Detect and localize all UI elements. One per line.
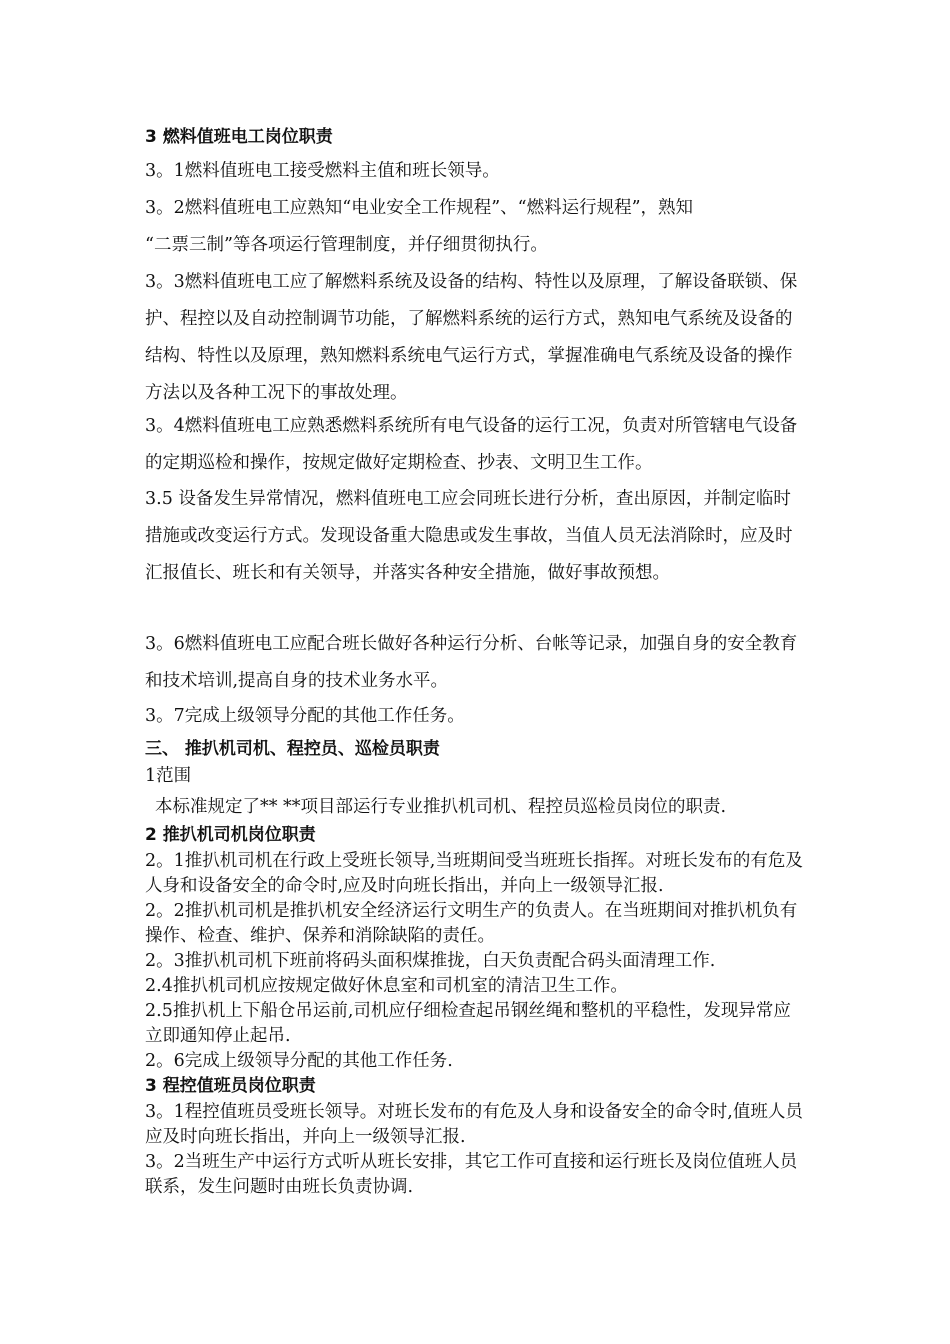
paragraph-3-3: 3。3燃料值班电工应了解燃料系统及设备的结构、特性以及原理，了解设备联锁、保护、程控以及自动控制调节功能，了解燃料系统的运行方式，熟知电气系统及设备的结构、特性以及原理，熟知燃料系统电气运行方式，掌握准确电气系统及设备的操作方法以及各种工况下的事故处理。	[145, 272, 798, 403]
paragraph-2-5: 2.5推扒机上下船仓吊运前,司机应仔细检查起吊钢丝绳和整机的平稳性，发现异常应立即通知停止起吊.	[145, 1001, 791, 1046]
paragraph-3-7: 3。7完成上级领导分配的其他工作任务。	[145, 706, 465, 726]
paragraph-3-4: 3。4燃料值班电工应熟悉燃料系统所有电气设备的运行工况，负责对所管辖电气设备的定期巡检和操作，按规定做好定期检查、抄表、文明卫生工作。	[145, 416, 798, 473]
paragraph-3b-2: 3。2当班生产中运行方式听从班长安排，其它工作可直接和运行班长及岗位值班人员联系，发生问题时由班长负责协调.	[145, 1152, 798, 1197]
scope-text: 本标准规定了** **项目部运行专业推扒机司机、程控员巡检员岗位的职责.	[155, 797, 727, 817]
paragraph-3-5: 3.5 设备发生异常情况，燃料值班电工应会同班长进行分析，查出原因，并制定临时措施或改变运行方式。发现设备重大隐患或发生事故，当值人员无法消除时，应及时汇报值长、班长和有关领导，并落实各种安全措施，做好事故预想。	[145, 489, 793, 583]
paragraph-3-2-line-1: 3。2燃料值班电工应熟知“电业安全工作规程”、“燃料运行规程”，熟知	[145, 198, 694, 218]
paragraph-3-6: 3。6燃料值班电工应配合班长做好各种运行分析、台帐等记录，加强自身的安全教育和技术培训,提高自身的技术业务水平。	[145, 634, 798, 691]
paragraph-2-4: 2.4推扒机司机应按规定做好休息室和司机室的清洁卫生工作。	[145, 976, 628, 996]
section-three-heading: 三、 推扒机司机、程控员、巡检员职责	[145, 739, 440, 759]
paragraph-2-2: 2。2推扒机司机是推扒机安全经济运行文明生产的负责人。在当班期间对推扒机负有操作、检查、维护、保养和消除缺陷的责任。	[145, 901, 798, 946]
section-3-heading: 3 燃料值班电工岗位职责	[145, 127, 333, 147]
paragraph-3-2-line-2: “二票三制”等各项运行管理制度，并仔细贯彻执行。	[145, 235, 548, 255]
section-2-heading: 2 推扒机司机岗位职责	[145, 825, 316, 845]
paragraph-2-3: 2。3推扒机司机下班前将码头面积煤推拢，白天负责配合码头面清理工作.	[145, 951, 716, 971]
paragraph-3-1: 3。1燃料值班电工接受燃料主值和班长领导。	[145, 161, 500, 181]
section-3b-heading: 3 程控值班员岗位职责	[145, 1076, 316, 1096]
paragraph-3b-1: 3。1程控值班员受班长领导。对班长发布的有危及人身和设备安全的命令时,值班人员应及时向班长指出，并向上一级领导汇报.	[145, 1102, 803, 1147]
scope-heading: 1范围	[145, 766, 192, 786]
paragraph-2-1: 2。1推扒机司机在行政上受班长领导,当班期间受当班班长指挥。对班长发布的有危及人身和设备安全的命令时,应及时向班长指出，并向上一级领导汇报.	[145, 851, 803, 896]
paragraph-2-6: 2。6完成上级领导分配的其他工作任务.	[145, 1051, 453, 1071]
